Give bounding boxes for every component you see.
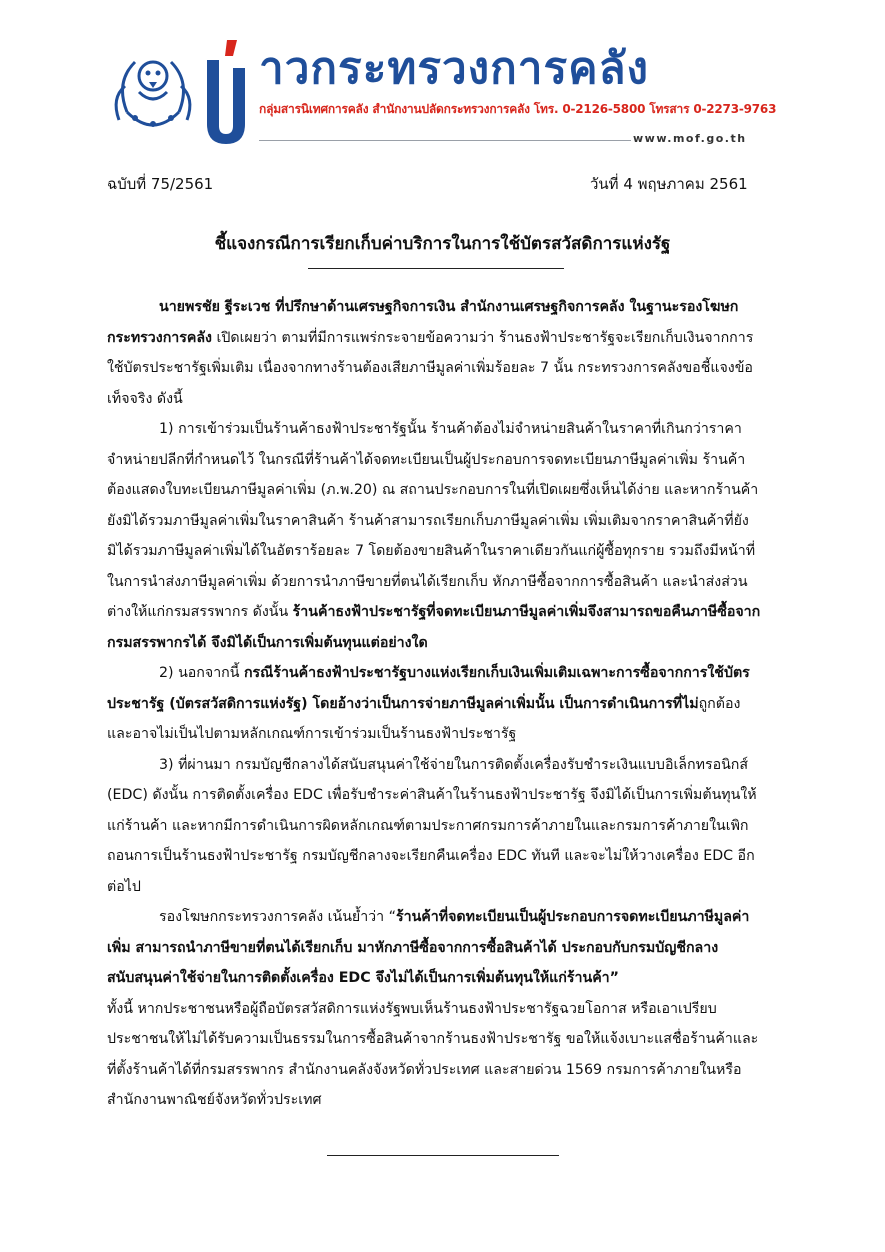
paragraph-point-2-tail: ถูกต้อง และอาจไม่เป็นไปตามหลักเกณฑ์การเข้าร่วมเป็นร้านธงฟ้าประชารัฐ: [107, 695, 741, 742]
paragraph-point-2: [107, 658, 767, 750]
document-body: [107, 292, 767, 1116]
paragraph-point-1: [107, 414, 767, 658]
paragraph-point-2-bold: กรณีร้านค้าธงฟ้าประชารัฐบางแห่งเรียกเก็บเงินเพิ่มเติมเฉพาะการซื้อจากการใช้บัตรประชารัฐ (บัตรสวัสดิการแห่งรัฐ) โดยอ้างว่าเป็นการจ่ายภาษีมูลค่าเพิ่มนั้น เป็นการดำเนินการที่ไม่: [107, 665, 750, 712]
masthead-big-letter: [203, 40, 249, 150]
issue-date: วันที่ 4 พฤษภาคม 2561: [590, 175, 748, 193]
garuda-emblem-icon: [105, 42, 201, 142]
masthead-title: าวกระทรวงการคลัง: [259, 43, 650, 94]
issue-number: ฉบับที่ 75/2561: [107, 175, 214, 193]
title-underline: [308, 268, 564, 269]
masthead-rule: [259, 140, 631, 141]
paragraph-point-1-text: 1) การเข้าร่วมเป็นร้านค้าธงฟ้าประชารัฐนั้น ร้านค้าต้องไม่จำหน่ายสินค้าในราคาที่เกินกว่าราคาจำหน่ายปลีกที่กำหนดไว้ ในกรณีที่ร้านค้าได้จดทะเบียนเป็นผู้ประกอบการจดทะเบียนภาษีมูลค่าเพิ่ม ร้านค้าต้องแสดงใบทะเบียนภาษีมูลค่าเพิ่ม (ภ.พ.20) ณ สถานประกอบการในที่เปิดเผยซึ่งเห็นได้ง่าย และหากร้านค้ายังมิได้รวมภาษีมูลค่าเพิ่มในราคาสินค้า ร้านค้าสามารถเรียกเก็บภาษีมูลค่าเพิ่ม เพิ่มเติมจากราคาสินค้าที่ยังมิได้รวมภาษีมูลค่าเพิ่มได้ในอัตราร้อยละ 7 โดยต้องขายสินค้าในราคาเดียวกันแก่ผู้ซื้อทุกราย รวมถึงมีหน้าที่ในการนำส่งภาษีมูลค่าเพิ่ม ด้วยการนำภาษีขายที่ตนได้เรียกเก็บ หักภาษีซื้อจากการซื้อสินค้า และนำส่งส่วนต่างให้แก่กรมสรรพากร ดังนั้น: [107, 421, 759, 620]
website-link[interactable]: www.mof.go.th: [633, 132, 747, 145]
paragraph-closing: [107, 902, 767, 994]
end-rule: [327, 1155, 559, 1156]
masthead-contact: กลุ่มสารนิเทศการคลัง สำนักงานปลัดกระทรวงการคลัง โทร. 0-2126-5800 โทรสาร 0-2273-9763: [259, 102, 777, 116]
paragraph-intro-bold: นายพรชัย ฐีระเวช ที่ปรึกษาด้านเศรษฐกิจการเงิน สำนักงานเศรษฐกิจการคลัง ในฐานะรองโฆษกกระทรวงการคลัง: [107, 299, 739, 346]
masthead-header: [105, 28, 777, 148]
paragraph-closing-lead: รองโฆษกกระทรวงการคลัง เน้นย้ำว่า “: [159, 909, 396, 925]
paragraph-point-1-bold: ร้านค้าธงฟ้าประชารัฐที่จดทะเบียนภาษีมูลค่าเพิ่มจึงสามารถขอคืนภาษีซื้อจากกรมสรรพากรได้ จึงมิได้เป็นการเพิ่มต้นทุนแต่อย่างใด: [107, 604, 761, 651]
paragraph-hotline: ทั้งนี้ หากประชาชนหรือผู้ถือบัตรสวัสดิการแห่งรัฐพบเห็นร้านธงฟ้าประชารัฐฉวยโอกาส หรือเอาเปรียบประชาชนให้ไม่ได้รับความเป็นธรรมในการซื้อสินค้าจากร้านธงฟ้าประชารัฐ ขอให้แจ้งเบาะแสชื่อร้านค้าและที่ตั้งร้านค้าได้ที่กรมสรรพากร สำนักงานคลังจังหวัดทั่วประเทศ และสายด่วน 1569 กรมการค้าภายในหรือสำนักงานพาณิชย์จังหวัดทั่วประเทศ: [107, 1000, 759, 1108]
paragraph-intro-text: เปิดเผยว่า ตามที่มีการแพร่กระจายข้อความว่า ร้านธงฟ้าประชารัฐจะเรียกเก็บเงินจากการใช้บัตรประชารัฐเพิ่มเติม เนื่องจากทางร้านต้องเสียภาษีมูลค่าเพิ่มร้อยละ 7 นั้น กระทรวงการคลังขอชี้แจงข้อเท็จจริง ดังนี้: [107, 329, 754, 407]
paragraph-intro: [107, 292, 767, 414]
page-title: ชี้แจงกรณีการเรียกเก็บค่าบริการในการใช้บัตรสวัสดิการแห่งรัฐ: [214, 234, 671, 254]
paragraph-point-3: 3) ที่ผ่านมา กรมบัญชีกลางได้สนับสนุนค่าใช้จ่ายในการติดตั้งเครื่องรับชำระเงินแบบอิเล็กทรอนิกส์ (EDC) ดังนั้น การติดตั้งเครื่อง EDC เพื่อรับชำระค่าสินค้าในร้านธงฟ้าประชารัฐ จึงมิได้เป็นการเพิ่มต้นทุนให้แก่ร้านค้า และหากมีการดำเนินการผิดหลักเกณฑ์ตามประกาศกรมการค้าภายในและกรมการค้าภายในเพิกถอนการเป็นร้านธงฟ้าประชารัฐ กรมบัญชีกลางจะเรียกคืนเครื่อง EDC ทันที และจะไม่ให้วางเครื่อง EDC อีกต่อไป: [107, 756, 757, 895]
paragraph-closing-quote: ร้านค้าที่จดทะเบียนเป็นผู้ประกอบการจดทะเบียนภาษีมูลค่าเพิ่ม สามารถนำภาษีขายที่ตนได้เรียกเก็บ มาหักภาษีซื้อจากการซื้อสินค้าได้ ประกอบกับกรมบัญชีกลางสนับสนุนค่าใช้จ่ายในการติดตั้งเครื่อง EDC จึงไม่ได้เป็นการเพิ่มต้นทุนให้แก่ร้านค้า”: [107, 909, 750, 986]
paragraph-point-2-lead: 2) นอกจากนี้: [159, 665, 244, 681]
